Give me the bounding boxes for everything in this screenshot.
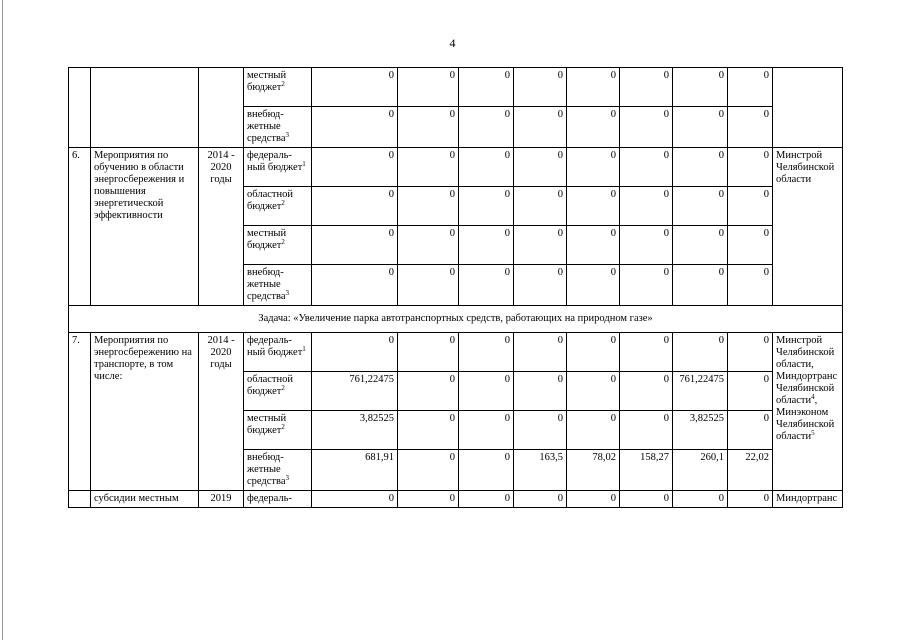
amount-cell: 0 <box>514 148 567 187</box>
footnote-marker: 4 <box>811 393 815 401</box>
funding-source-cell <box>244 333 312 372</box>
funding-source-cell <box>244 148 312 187</box>
amount-cell: 0 <box>514 491 567 508</box>
funding-source-cell <box>244 265 312 306</box>
amount-cell: 0 <box>398 333 459 372</box>
amount-cell: 0 <box>673 226 728 265</box>
executor-cell <box>773 68 843 148</box>
funding-source-cell <box>244 411 312 450</box>
amount-cell: 0 <box>567 226 620 265</box>
table-row <box>69 148 843 187</box>
executor: Минстрой Челябинской области <box>773 148 843 306</box>
amount-cell: 0 <box>459 265 514 306</box>
amount-cell: 0 <box>728 411 773 450</box>
funding-source-label: областной бюджет <box>247 374 293 397</box>
amount-cell: 0 <box>620 333 673 372</box>
amount-cell: 0 <box>459 411 514 450</box>
amount-cell: 0 <box>398 226 459 265</box>
amount-cell: 0 <box>514 411 567 450</box>
amount-cell: 0 <box>459 68 514 107</box>
amount-cell: 0 <box>459 107 514 148</box>
executor: Миндортранс <box>773 491 843 508</box>
amount-cell: 0 <box>398 187 459 226</box>
amount-cell: 0 <box>728 372 773 411</box>
amount-cell: 0 <box>514 333 567 372</box>
amount-cell: 0 <box>312 187 398 226</box>
amount-cell: 0 <box>398 68 459 107</box>
footnote-marker: 5 <box>811 429 815 437</box>
footnote-marker: 2 <box>281 80 285 88</box>
amount-cell: 0 <box>728 107 773 148</box>
amount-cell: 761,22475 <box>673 372 728 411</box>
amount-cell: 0 <box>620 107 673 148</box>
amount-cell: 0 <box>567 265 620 306</box>
period: 2014 - 2020 годы <box>199 333 244 491</box>
funding-source-cell <box>244 372 312 411</box>
amount-cell: 0 <box>673 265 728 306</box>
amount-cell: 0 <box>728 226 773 265</box>
amount-cell: 0 <box>459 333 514 372</box>
amount-cell: 0 <box>620 187 673 226</box>
activity-name: Мероприятия по обучению в области энергосбережения и повышения энергетической эффективности <box>91 148 199 306</box>
amount-cell: 0 <box>728 148 773 187</box>
amount-cell: 0 <box>620 148 673 187</box>
funding-source-label: федераль-ный бюджет <box>247 150 303 173</box>
amount-cell: 0 <box>398 107 459 148</box>
amount-cell: 0 <box>620 491 673 508</box>
amount-cell: 0 <box>728 68 773 107</box>
amount-cell: 0 <box>673 68 728 107</box>
funding-source-label: федераль-ный бюджет <box>247 335 303 358</box>
footnote-marker: 3 <box>285 474 290 482</box>
activity-name: субсидии местным <box>91 491 199 508</box>
funding-source-label: внебюд-жетные средства <box>247 452 286 487</box>
funding-source-cell <box>244 68 312 107</box>
funding-source-label: внебюд-жетные средства <box>247 109 286 144</box>
amount-cell: 0 <box>567 187 620 226</box>
footnote-marker: 2 <box>281 423 285 431</box>
amount-cell: 0 <box>312 107 398 148</box>
item-number: 7. <box>69 333 91 491</box>
amount-cell: 0 <box>567 411 620 450</box>
funding-source-label: местный бюджет <box>247 413 287 436</box>
table-row <box>69 333 843 372</box>
page-number: 4 <box>449 36 456 50</box>
amount-cell: 0 <box>620 68 673 107</box>
number-cell <box>69 491 91 508</box>
amount-cell: 3,82525 <box>673 411 728 450</box>
task-heading: Задача: «Увеличение парка автотранспортных средств, работающих на природном газе» <box>69 306 843 333</box>
footnote-marker: 2 <box>281 238 285 246</box>
amount-cell: 0 <box>459 450 514 491</box>
amount-cell: 0 <box>620 411 673 450</box>
footnote-marker: 3 <box>285 131 290 139</box>
amount-cell: 0 <box>514 187 567 226</box>
amount-cell: 158,27 <box>620 450 673 491</box>
amount-cell: 0 <box>398 265 459 306</box>
funding-source-label: областной бюджет <box>247 189 293 212</box>
amount-cell: 0 <box>567 333 620 372</box>
amount-cell: 0 <box>398 148 459 187</box>
number-cell <box>69 68 91 148</box>
funding-source-cell <box>244 187 312 226</box>
amount-cell: 0 <box>312 265 398 306</box>
amount-cell: 0 <box>567 372 620 411</box>
page-left-edge <box>2 0 3 640</box>
activity-name: Мероприятия по энергосбережению на транспорте, в том числе: <box>91 333 199 491</box>
amount-cell: 0 <box>398 372 459 411</box>
period: 2014 - 2020 годы <box>199 148 244 306</box>
funding-source-label: местный бюджет <box>247 70 287 93</box>
amount-cell: 0 <box>312 68 398 107</box>
amount-cell: 681,91 <box>312 450 398 491</box>
footnote-marker: 3 <box>285 289 290 297</box>
amount-cell: 0 <box>728 333 773 372</box>
amount-cell: 0 <box>459 187 514 226</box>
amount-cell: 0 <box>728 187 773 226</box>
task-row <box>69 306 843 333</box>
item-number: 6. <box>69 148 91 306</box>
amount-cell: 0 <box>312 333 398 372</box>
amount-cell: 0 <box>514 107 567 148</box>
amount-cell: 0 <box>673 333 728 372</box>
amount-cell: 0 <box>728 491 773 508</box>
amount-cell: 0 <box>459 491 514 508</box>
amount-cell: 0 <box>312 491 398 508</box>
period-cell <box>199 68 244 148</box>
executor-text: , Минэконом Челябинской области <box>776 395 835 442</box>
amount-cell: 22,02 <box>728 450 773 491</box>
period: 2019 <box>199 491 244 508</box>
amount-cell: 0 <box>514 226 567 265</box>
funding-source-label: внебюд-жетные средства <box>247 267 286 302</box>
amount-cell: 0 <box>673 107 728 148</box>
amount-cell: 0 <box>514 68 567 107</box>
amount-cell: 0 <box>312 148 398 187</box>
amount-cell: 0 <box>620 226 673 265</box>
amount-cell: 3,82525 <box>312 411 398 450</box>
amount-cell: 0 <box>398 411 459 450</box>
amount-cell: 0 <box>673 491 728 508</box>
amount-cell: 0 <box>514 265 567 306</box>
funding-source-cell <box>244 107 312 148</box>
amount-cell: 0 <box>567 491 620 508</box>
amount-cell: 0 <box>728 265 773 306</box>
amount-cell: 0 <box>398 450 459 491</box>
amount-cell: 0 <box>459 226 514 265</box>
amount-cell: 0 <box>459 148 514 187</box>
amount-cell: 0 <box>567 68 620 107</box>
amount-cell: 0 <box>398 491 459 508</box>
amount-cell: 0 <box>673 148 728 187</box>
executor <box>773 333 843 491</box>
amount-cell: 0 <box>567 148 620 187</box>
amount-cell: 761,22475 <box>312 372 398 411</box>
footnote-marker: 2 <box>281 384 285 392</box>
amount-cell: 0 <box>620 372 673 411</box>
table-row <box>69 68 843 107</box>
amount-cell: 260,1 <box>673 450 728 491</box>
footnote-marker: 1 <box>302 160 306 168</box>
amount-cell: 163,5 <box>514 450 567 491</box>
funding-source-cell <box>244 226 312 265</box>
amount-cell: 0 <box>620 265 673 306</box>
amount-cell: 78,02 <box>567 450 620 491</box>
executor-text: Минстрой Челябинской области, Миндортранс Челябинской области <box>776 335 838 406</box>
amount-cell: 0 <box>514 372 567 411</box>
funding-source-label: местный бюджет <box>247 228 287 251</box>
activity-cell <box>91 68 199 148</box>
footnote-marker: 2 <box>281 199 285 207</box>
footnote-marker: 1 <box>302 345 306 353</box>
program-table <box>68 67 843 508</box>
funding-source-label: федераль- <box>244 491 312 508</box>
amount-cell: 0 <box>567 107 620 148</box>
amount-cell: 0 <box>673 187 728 226</box>
amount-cell: 0 <box>312 226 398 265</box>
table-row <box>69 491 843 508</box>
amount-cell: 0 <box>459 372 514 411</box>
funding-source-cell <box>244 450 312 491</box>
